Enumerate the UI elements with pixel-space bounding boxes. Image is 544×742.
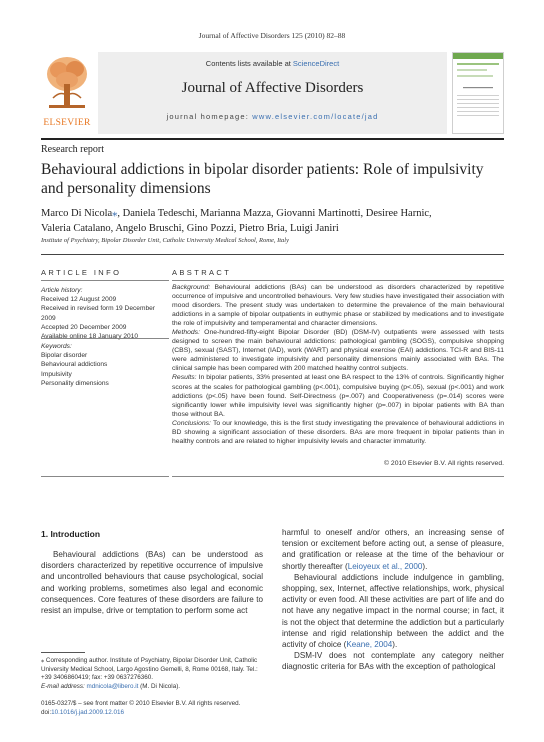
corresponding-author-star[interactable]: ⁎ <box>112 208 118 219</box>
para-text: ). <box>392 640 398 650</box>
info-bottom-rule <box>41 476 169 477</box>
article-info-rule <box>41 280 169 281</box>
article-history <box>41 286 169 341</box>
abstract-results <box>172 373 504 418</box>
intro-left-column <box>41 549 263 616</box>
issn-line: 0165-0327/$ – see front matter © 2010 Elsevier B.V. All rights reserved. <box>41 700 241 707</box>
citation-link[interactable]: Keane, 2004 <box>346 640 393 650</box>
abstract-heading: ABSTRACT <box>172 268 232 277</box>
abstract-conclusions <box>172 419 504 446</box>
contents-line <box>98 59 447 68</box>
results-label: Results: <box>172 374 197 382</box>
intro-right-column <box>282 527 504 673</box>
article-info-heading: ARTICLE INFO <box>41 268 122 277</box>
doi-link[interactable]: 10.1016/j.jad.2009.12.016 <box>51 708 124 716</box>
abstract-rule <box>172 280 504 281</box>
article-title: Behavioural addictions in bipolar disorder patients: Role of impulsivity and personality dimensions <box>41 161 484 197</box>
introduction-heading: 1. Introduction <box>41 529 101 539</box>
intro-paragraph-2 <box>282 572 504 650</box>
footnote-rule <box>41 652 85 653</box>
contents-prefix: Contents lists available at <box>205 59 293 68</box>
homepage-link[interactable]: www.elsevier.com/locate/jad <box>252 112 379 121</box>
background-text: Behavioural addictions (BAs) can be understood as disorders characterized by repetitive occurrence of impulsive and uncontrolled behaviours. Very few studies have investigated their association with mood disorders. The present study was undertaken to determine the prevalence of the main behavioural addictions in a sample of bipolar outpatients in euthymic phase or stabilized by medications and to investigate the role of impulsivity and temperamental and character dimensions. <box>172 284 504 328</box>
authors-rest-line1: , Daniela Tedeschi, Marianna Mazza, Giovanni Martinotti, Desiree Harnic, <box>117 208 432 219</box>
affiliation: Institute of Psychiatry, Bipolar Disorder Unit, Catholic University Medical School, Rome, Italy <box>41 237 289 244</box>
authors-line2: Valeria Catalano, Angelo Bruschi, Gino Pozzi, Pietro Bria, Luigi Janiri <box>41 223 339 234</box>
footnote-email-line <box>41 683 263 692</box>
header-rule <box>41 138 504 140</box>
abstract-methods <box>172 328 504 373</box>
journal-title: Journal of Affective Disorders <box>181 80 364 96</box>
journal-cover-thumbnail <box>452 52 504 134</box>
keywords-rule <box>41 338 169 339</box>
history-accepted: Accepted 20 December 2009 <box>41 323 127 331</box>
conclusions-text: To our knowledge, this is the first study investigating the prevalence of behavioural addictions in BD showing a significant association of these disorders. BAs are more frequent in bipolar patients than in healthy controls and are related to higher impulsivity levels and character immaturity. <box>172 419 504 445</box>
results-text: In bipolar patients, 33% presented at least one BA respect to the 13% of controls. Significantly higher scores at the scales for pathological gambling (p<.001), compulsive buying (p<.05), sexual (p<.001) and work addictions (p<.05) have been found. Self-Directness (p=.007) and Cooperativeness (p=.014) scores were significantly lower while impulsivity level was significantly higher (p=.007) in bipolar patients with BA than those without BA. <box>172 374 504 418</box>
intro-paragraph-3: DSM-IV does not contemplate any category neither diagnostic criteria for BAs with the exception of pathological <box>282 651 504 672</box>
corresponding-footnote <box>41 657 263 691</box>
methods-label: Methods: <box>172 329 200 337</box>
doi-line <box>41 709 263 718</box>
keyword-item: Personality dimensions <box>41 379 109 387</box>
email-label: E-mail address: <box>41 682 85 690</box>
sciencedirect-link[interactable]: ScienceDirect <box>292 59 340 68</box>
keyword-item: Impulsivity <box>41 370 72 378</box>
history-revised: Received in revised form 19 December 2009 <box>41 305 155 322</box>
conclusions-label: Conclusions: <box>172 419 211 427</box>
email-suffix: (M. Di Nicola). <box>138 682 181 690</box>
para-text: ). <box>422 561 428 571</box>
abstract-background <box>172 283 504 328</box>
abstract-copyright: © 2010 Elsevier B.V. All rights reserved. <box>384 460 504 467</box>
publisher-name: ELSEVIER <box>43 118 91 128</box>
keywords <box>41 342 169 388</box>
homepage-line <box>98 112 447 121</box>
running-header: Journal of Affective Disorders 125 (2010) 82–88 <box>198 31 346 40</box>
doi-label: doi: <box>41 708 52 716</box>
para-text: Behavioural addictions include indulgence in gambling, shopping, sex, Internet, affective relationships, work, physical activity or even food. All these activities are part of life and do not have any negative impact in the normal course; in fact, it is not the object that determine the addiction but a particularly intense and rigid relationship between the addict and the activity of choice ( <box>282 572 504 650</box>
keywords-label: Keywords: <box>41 343 72 350</box>
history-received: Received 12 August 2009 <box>41 296 117 304</box>
intro-paragraph: Behavioural addictions (BAs) can be understood as disorders characterized by repetitive occurrence of impulsive and uncontrolled behaviours that cause psychological, social and working problems, sometimes also legal and economic consequences. Core features of these disorders are failure to resist an impulse, drive or temptation to perform some act <box>41 550 263 616</box>
title-rule <box>41 254 504 255</box>
keyword-item: Behavioural addictions <box>41 361 108 369</box>
keyword-item: Bipolar disorder <box>41 352 88 360</box>
article-type: Research report <box>41 144 105 155</box>
author-corresponding[interactable]: Marco Di Nicola <box>41 208 113 219</box>
citation-link[interactable]: Leioyeux et al., 2000 <box>347 561 423 571</box>
intro-paragraph-continued <box>282 527 504 572</box>
email-link[interactable]: mdnicola@libero.it <box>86 682 139 690</box>
para-text: harmful to oneself and/or others, an increasing sense of tension or excitement before acting out, a sense of pleasure, and gratification or release at the time of the behaviour or shortly thereafter ( <box>282 528 504 571</box>
methods-text: One-hundred-fifty-eight Bipolar Disorder (BD) (DSM-IV) outpatients were assessed with tests designed to screen the main behavioural addictions: pathological gambling (SOGS), compulsive shopping (CBS), sexual (SAST), Internet (IAD), work (WART) and physical exercise (EAI) addictions. TCI-R and BIS-11 were administered to investigate impulsivity and personality dimensions mainly associated with BAs. The clinical sample has been compared with 200 matched healthy control subjects. <box>172 329 504 373</box>
abstract-body <box>172 283 504 446</box>
abstract-bottom-rule <box>172 476 504 477</box>
background-label: Background: <box>172 284 211 291</box>
history-label: Article history: <box>41 287 83 294</box>
history-online: Available online 18 January 2010 <box>41 333 139 341</box>
authors <box>41 206 504 236</box>
homepage-prefix: journal homepage: <box>166 112 253 121</box>
front-matter <box>41 700 263 717</box>
footnote-text: ⁎ Corresponding author. Institute of Psychiatry, Bipolar Disorder Unit, Catholic University Medical School, Largo Agostino Gemelli, 8, Rome 00168, Italy. Tel.: +39 3406860419; fax: +39 0637276360. <box>41 657 258 682</box>
